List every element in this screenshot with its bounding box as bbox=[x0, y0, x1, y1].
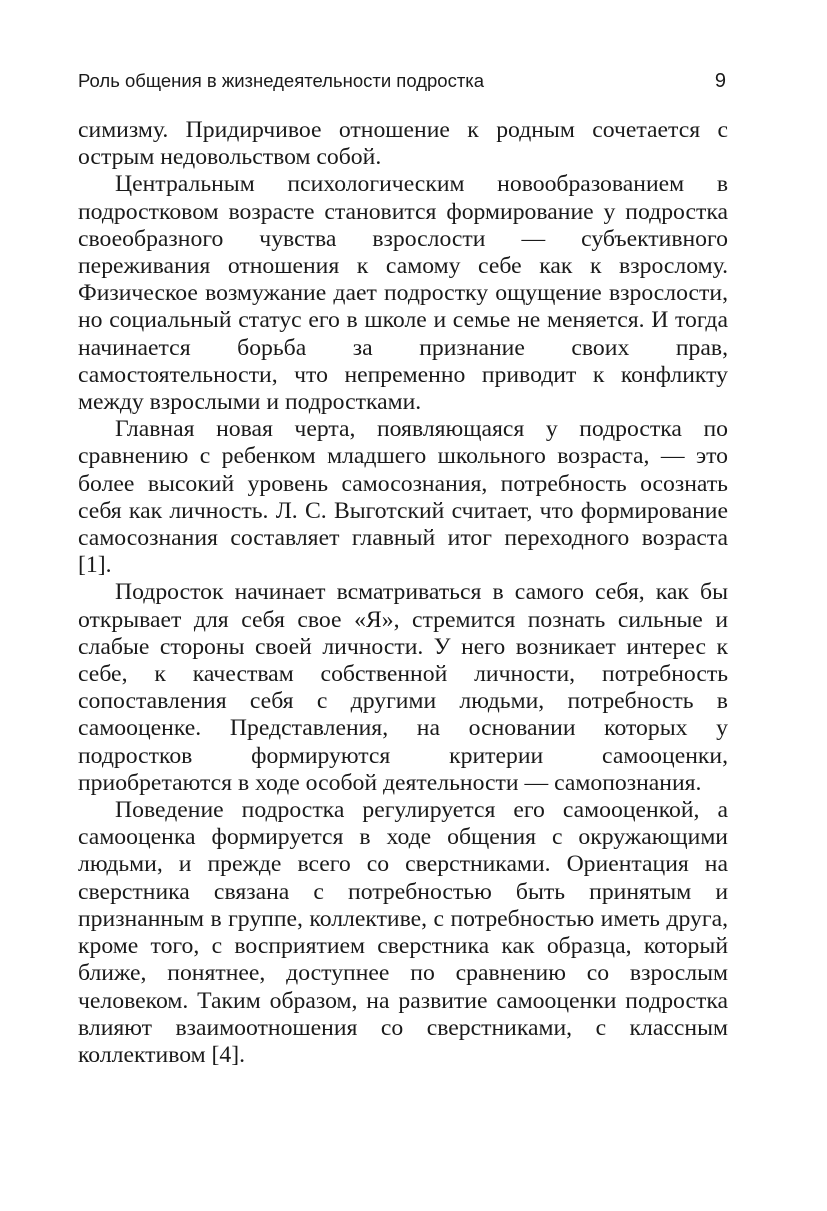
paragraph: Главная новая черта, появляющаяся у подростка по сравнению с ребенком младшего школьного возраста, — это более высокий уровень самосознания, потребность осознать себя как личность. Л. С. Выготский считает, что формирование самосознания составляет главный итог переходного возраста [1]. bbox=[78, 416, 728, 579]
page-number: 9 bbox=[714, 70, 726, 92]
body-text bbox=[78, 117, 728, 1069]
running-title: Роль общения в жизнедеятельности подростка bbox=[78, 70, 485, 91]
paragraph-continuation: симизму. Придирчивое отношение к родным сочетается с острым недовольством собой. bbox=[78, 117, 728, 171]
paragraph: Центральным психологическим новообразованием в подростковом возрасте становится формирование у подростка своеобразного чувства взрослости — субъективного переживания отношения к самому себе как к взрослому. Физическое возмужание дает подростку ощущение взрослости, но социальный статус его в школе и семье не меняется. И тогда начинается борьба за признание своих прав, самостоятельности, что непременно приводит к конфликту между взрослыми и подростками. bbox=[78, 171, 728, 416]
paragraph: Поведение подростка регулируется его самооценкой, а самооценка формируется в ходе общения с окружающими людьми, и прежде всего со сверстниками. Ориентация на сверстника связана с потребностью быть принятым и признанным в группе, коллективе, с потребностью иметь друга, кроме того, с восприятием сверстника как образца, который ближе, понятнее, доступнее по сравнению со взрослым человеком. Таким образом, на развитие самооценки подростка влияют взаимоотношения со сверстниками, с классным коллективом [4]. bbox=[78, 797, 728, 1068]
running-head bbox=[78, 66, 728, 96]
paragraph: Подросток начинает всматриваться в самого себя, как бы открывает для себя свое «Я», стремится познать сильные и слабые стороны своей личности. У него возникает интерес к себе, к качествам собственной личности, потребность сопоставления себя с другими людьми, потребность в самооценке. Представления, на основании которых у подростков формируются критерии самооценки, приобретаются в ходе особой деятельности — самопознания. bbox=[78, 579, 728, 796]
